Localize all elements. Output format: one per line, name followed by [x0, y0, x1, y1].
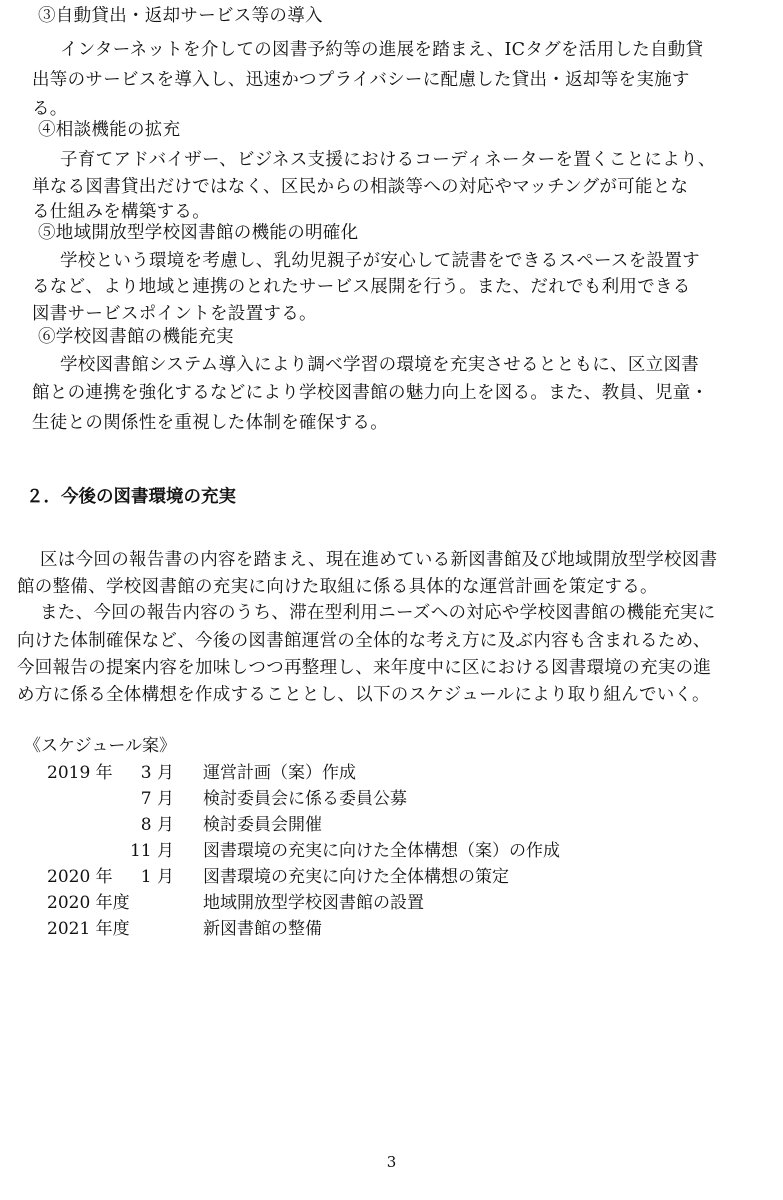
schedule-task: 新図書館の整備	[203, 919, 322, 939]
body-line: また、今回の報告内容のうち、滞在型利用ニーズへの対応や学校図書館の機能充実に	[40, 603, 716, 623]
schedule-year: 2020 年	[47, 867, 113, 887]
page-number: 3	[386, 1153, 397, 1171]
schedule-task: 図書環境の充実に向けた全体構想の策定	[203, 867, 509, 887]
schedule-task: 図書環境の充実に向けた全体構想（案）の作成	[203, 841, 560, 861]
schedule-task: 検討委員会に係る委員公募	[203, 789, 407, 809]
body-line: インターネットを介しての図書予約等の進展を踏まえ、ICタグを活用した自動貸	[60, 40, 704, 60]
schedule-month: 11 月	[129, 841, 174, 861]
body-line: 生徒との関係性を重視した体制を確保する。	[32, 413, 388, 433]
item-heading: ③自動貸出・返却サービス等の導入	[38, 6, 323, 26]
body-line: る。	[32, 99, 68, 119]
body-line: 単なる図書貸出だけではなく、区民からの相談等への対応やマッチングが可能とな	[32, 177, 689, 197]
body-line: め方に係る全体構想を作成することとし、以下のスケジュールにより取り組んでいく。	[17, 685, 710, 705]
body-line: 子育てアドバイザー、ビジネス支援におけるコーディネーターを置くことにより、	[60, 150, 716, 170]
body-line: 今回報告の提案内容を加味しつつ再整理し、来年度中に区における図書環境の充実の進	[17, 658, 712, 678]
schedule-year: 2019 年	[47, 763, 113, 783]
item-heading: ④相談機能の拡充	[38, 120, 181, 140]
schedule-month: 8 月	[140, 815, 174, 835]
body-line: 出等のサービスを導入し、迅速かつプライバシーに配慮した貸出・返却等を実施す	[32, 70, 690, 90]
item-heading: ⑤地域開放型学校図書館の機能の明確化	[38, 223, 359, 243]
schedule-year: 2021 年度	[47, 919, 130, 939]
body-line: る仕組みを構築する。	[32, 202, 210, 222]
schedule-task: 検討委員会開催	[203, 815, 322, 835]
body-line: 学校図書館システム導入により調べ学習の環境を充実させるとともに、区立図書	[60, 355, 700, 375]
body-line: 館との連携を強化するなどにより学校図書館の魅力向上を図る。また、教員、児童・	[32, 383, 709, 403]
body-line: るなど、より地域と連携のとれたサービス展開を行う。また、だれでも利用できる	[32, 277, 691, 297]
item-heading: ⑥学校図書館の機能充実	[38, 327, 234, 347]
schedule-month: 1 月	[140, 867, 174, 887]
schedule-month: 3 月	[140, 763, 174, 783]
body-line: 学校という環境を考慮し、乳幼児親子が安心して読書をできるスペースを設置す	[60, 251, 700, 271]
schedule-task: 運営計画（案）作成	[203, 763, 356, 783]
schedule-month: 7 月	[140, 789, 174, 809]
body-line: 図書サービスポイントを設置する。	[32, 304, 317, 324]
body-line: 区は今回の報告書の内容を踏まえ、現在進めている新図書館及び地域開放型学校図書	[40, 550, 718, 570]
body-line: 向けた体制確保など、今後の図書館運営の全体的な考え方に及ぶ内容も含まれるため、	[17, 631, 711, 651]
schedule-label: 《スケジュール案》	[24, 736, 176, 756]
section-heading: ２．今後の図書環境の充実	[26, 487, 236, 507]
schedule-task: 地域開放型学校図書館の設置	[203, 893, 424, 913]
schedule-year: 2020 年度	[47, 893, 130, 913]
body-line: 館の整備、学校図書館の充実に向けた取組に係る具体的な運営計画を策定する。	[17, 577, 658, 597]
